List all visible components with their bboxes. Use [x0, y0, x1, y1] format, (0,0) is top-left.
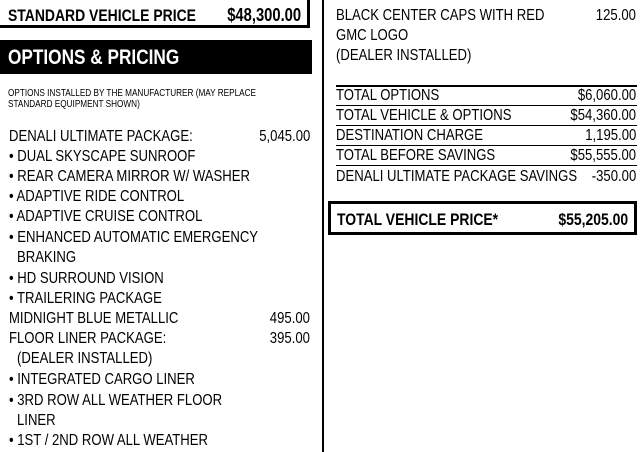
summary-amount: 1,195.00	[584, 127, 636, 144]
summary-label: DENALI ULTIMATE PACKAGE SAVINGS	[336, 168, 578, 185]
option-line: DENALI ULTIMATE PACKAGE:	[9, 128, 193, 145]
summary-amount: $6,060.00	[577, 87, 636, 104]
option-line: • 1ST / 2ND ROW ALL WEATHER	[9, 432, 209, 449]
summary-label: DESTINATION CHARGE	[336, 127, 484, 144]
option-line: • ADAPTIVE RIDE CONTROL	[9, 188, 185, 205]
option-line: FLOOR LINER PACKAGE:	[9, 330, 167, 347]
option-line: MIDNIGHT BLUE METALLIC	[9, 310, 179, 327]
option-amount: 5,045.00	[258, 128, 310, 145]
option-line: • DUAL SKYSCAPE SUNROOF	[9, 148, 196, 165]
option-line: • REAR CAMERA MIRROR W/ WASHER	[9, 168, 251, 185]
option-amount: 495.00	[269, 310, 310, 327]
option-line: (DEALER INSTALLED)	[336, 47, 472, 64]
option-amount: 125.00	[595, 7, 636, 24]
column-divider	[322, 0, 324, 452]
option-line: BRAKING	[17, 249, 77, 266]
option-line: • 3RD ROW ALL WEATHER FLOOR	[9, 392, 223, 409]
option-line: • ENHANCED AUTOMATIC EMERGENCY	[9, 229, 259, 246]
option-line: • ADAPTIVE CRUISE CONTROL	[9, 208, 203, 225]
total-price-label: TOTAL VEHICLE PRICE*	[337, 210, 499, 229]
standard-price-box	[0, 0, 310, 28]
total-price-value: $55,205.00	[558, 210, 628, 229]
summary-amount: $54,360.00	[570, 107, 636, 124]
options-pricing-title: OPTIONS & PRICING	[8, 46, 180, 69]
standard-price-value: $48,300.00	[227, 5, 301, 25]
summary-label: TOTAL BEFORE SAVINGS	[336, 147, 496, 164]
summary-divider	[336, 165, 637, 166]
option-line: GMC LOGO	[336, 27, 409, 44]
option-line: • INTEGRATED CARGO LINER	[9, 371, 195, 388]
options-note: OPTIONS INSTALLED BY THE MANUFACTURER (MAY REPLACE STANDARD EQUIPMENT SHOWN)	[8, 88, 257, 110]
option-amount: 395.00	[269, 330, 310, 347]
option-line: • HD SURROUND VISION	[9, 270, 164, 287]
summary-amount: $55,555.00	[570, 147, 636, 164]
option-line: BLACK CENTER CAPS WITH RED	[336, 7, 545, 24]
summary-label: TOTAL OPTIONS	[336, 87, 440, 104]
option-line: LINER	[17, 412, 56, 429]
summary-amount: -350.00	[591, 168, 636, 185]
option-line: • TRAILERING PACKAGE	[9, 290, 162, 307]
standard-price-label: STANDARD VEHICLE PRICE	[8, 6, 196, 25]
option-line: (DEALER INSTALLED)	[17, 350, 153, 367]
options-pricing-header	[0, 40, 312, 74]
total-price-box	[328, 201, 637, 235]
summary-label: TOTAL VEHICLE & OPTIONS	[336, 107, 512, 124]
